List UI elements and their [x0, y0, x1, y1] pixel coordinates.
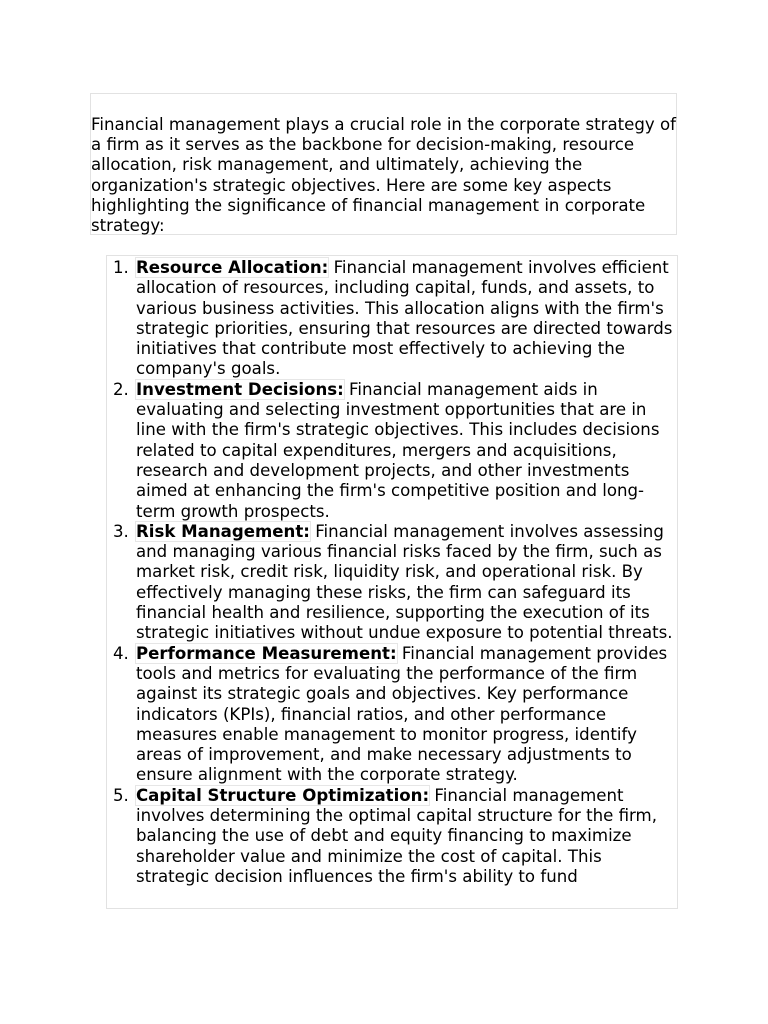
list-item-number: 5. [113, 785, 129, 805]
list-item-text: Financial management provides tools and metrics for evaluating the performance of the firm against its strategic goals and objectives. Key performance indicators (KPIs), financial ratios, and other performance measures enable management to monitor progress, identify areas of improvement, and make necessary adjustments to ensure alignment with the corporate strategy. [136, 643, 668, 785]
list-item-number: 1. [113, 258, 129, 277]
intro-paragraph: Financial management plays a crucial role in the corporate strategy of a firm as it serves as the backbone for decision-making, resource allocation, risk management, and ultimately, achieving the organization's strategic objectives. Here are some key aspects highlighting the significance of financial management in corporate strategy: [91, 115, 676, 236]
list-item-resource-allocation [107, 256, 677, 380]
list-item-term: Performance Measurement: [136, 643, 397, 663]
list-item-capital-structure-optimization [107, 786, 677, 887]
list-item-term: Risk Management: [136, 521, 310, 541]
list-item-text: Financial management aids in evaluating and selecting investment opportunities that are in line with the firm's strategic objectives. This includes decisions related to capital expenditures, mergers and acquisitions, research and development projects, and other investments aimed at enhancing the firm's competitive position and long-term growth prospects. [136, 379, 660, 521]
intro-section [90, 93, 677, 235]
list-item-performance-measurement [107, 644, 677, 786]
list-item-risk-management [107, 522, 677, 644]
list-item-term: Resource Allocation: [136, 258, 329, 277]
list-item-text: Financial management involves determining the optimal capital structure for the firm, balancing the use of debt and equity financing to maximize shareholder value and minimize the cost of capital. This strategic decision influences the firm's ability to fund [136, 785, 657, 886]
list-item-investment-decisions [107, 380, 677, 522]
list-item-term: Investment Decisions: [136, 379, 344, 399]
list-item-number: 3. [113, 521, 129, 541]
list-item-term: Capital Structure Optimization: [136, 785, 430, 805]
list-item-text: Financial management involves assessing and managing various financial risks faced by the firm, such as market risk, credit risk, liquidity risk, and operational risk. By effectively managing these risks, the firm can safeguard its financial health and resilience, supporting the execution of its strategic initiatives without undue exposure to potential threats. [136, 521, 673, 643]
key-aspects-list [107, 256, 677, 887]
list-item-number: 4. [113, 643, 129, 663]
list-item-text: Financial management involves efficient allocation of resources, including capital, funds, and assets, to various business activities. This allocation aligns with the firm's strategic priorities, ensuring that resources are directed towards initiatives that contribute most effectively to achieving the company's goals. [136, 258, 673, 379]
list-item-number: 2. [113, 379, 129, 399]
key-aspects-section [106, 255, 678, 909]
